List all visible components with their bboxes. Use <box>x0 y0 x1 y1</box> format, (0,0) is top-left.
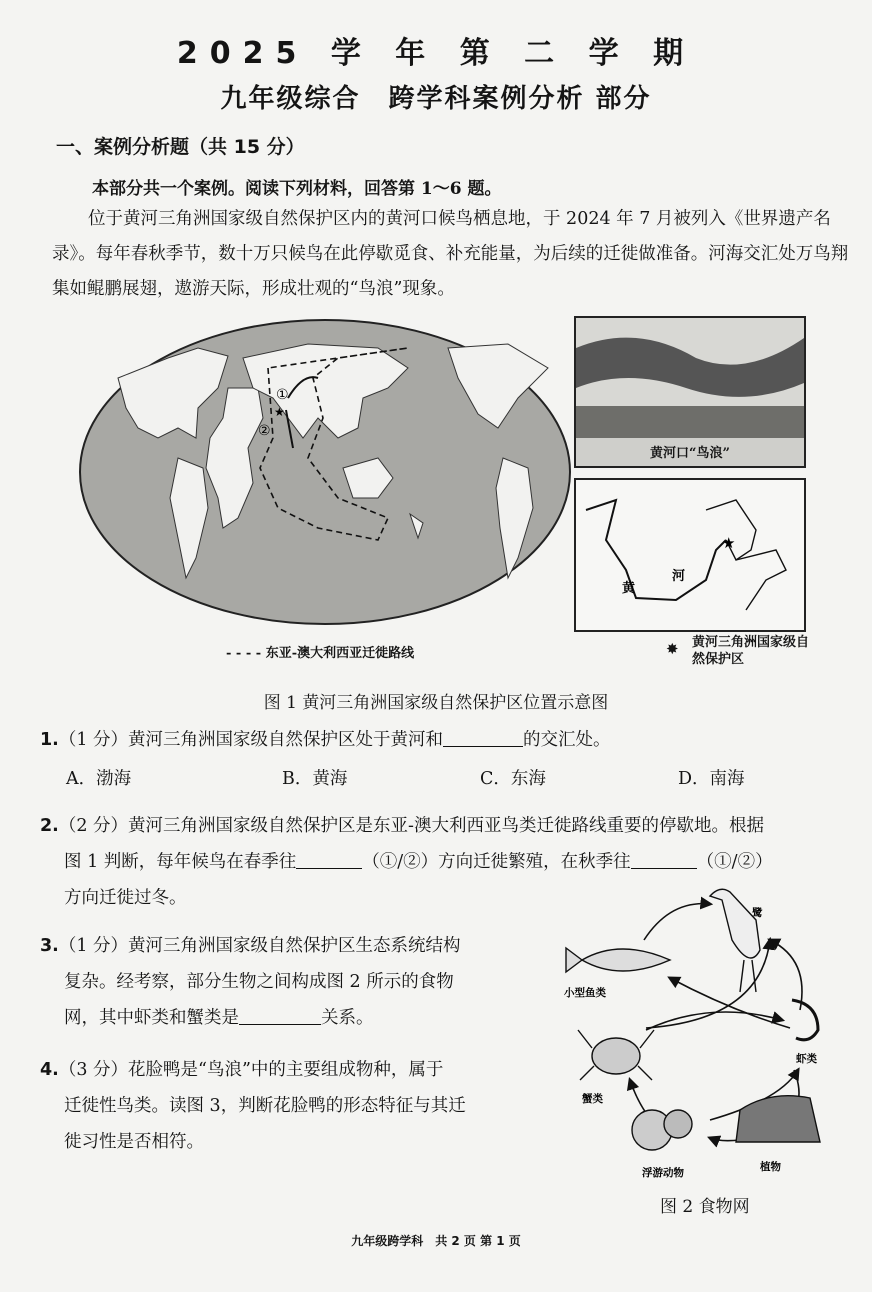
question-4 <box>40 1052 540 1160</box>
exam-title: 2025 学 年 第 二 学 期 <box>176 36 696 71</box>
figure2-caption: 图 2 食物网 <box>660 1197 750 1217</box>
q4-number: 4. <box>40 1060 59 1080</box>
passage-text: 位于黄河三角洲国家级自然保护区内的黄河口候鸟栖息地，于 2024 年 7 月被列入《世界遗产名录》。每年春秋季节，数十万只候鸟在此停歇觅食、补充能量，为后续的迁徙做准备。河海交汇处万鸟翔集如鲲鹏展翅，遨游天际，形成壮观的“鸟浪”现象。 <box>52 209 849 299</box>
q4-line2: 迁徙性鸟类。读图 3，判断花脸鸭的形态特征与其迁 <box>64 1096 466 1116</box>
zooplankton-icon <box>632 1110 692 1150</box>
world-map <box>78 318 572 626</box>
label-crab: 蟹类 <box>582 1093 603 1105</box>
food-web-diagram <box>560 880 860 1180</box>
question-1 <box>40 722 611 758</box>
exam-subtitle: 九年级综合 跨学科案例分析 部分 <box>220 84 652 114</box>
label-shrimp: 虾类 <box>796 1053 817 1065</box>
page-footer: 九年级跨学科 共 2 页 第 1 页 <box>351 1234 521 1248</box>
q3-line3a: 网，其中虾类和蟹类是 <box>64 1008 239 1028</box>
passage <box>52 202 852 307</box>
fish-icon <box>566 948 670 972</box>
q3-number: 3. <box>40 936 59 956</box>
option-b: B．黄海 <box>282 769 348 789</box>
figure1-caption: 图 1 黄河三角洲国家级自然保护区位置示意图 <box>263 693 609 713</box>
label-plant: 植物 <box>760 1161 781 1173</box>
q3-line1: 黄河三角洲国家级自然保护区生态系统结构 <box>128 936 461 956</box>
q2-score: （2 分） <box>58 816 129 836</box>
q4-line3: 徙习性是否相符。 <box>64 1132 204 1152</box>
q2-autumn-blank[interactable] <box>631 849 697 869</box>
label-zooplankton: 浮游动物 <box>642 1167 684 1179</box>
river-label-he: 河 <box>672 569 686 584</box>
legend-route: - - - - 东亚-澳大利西亚迁徙路线 <box>226 646 415 661</box>
section-intro: 本部分共一个案例。阅读下列材料，回答第 1～6 题。 <box>92 179 502 199</box>
shrimp-icon <box>792 1000 818 1040</box>
q1-score: （1 分） <box>58 730 129 750</box>
q4-score: （3 分） <box>58 1060 129 1080</box>
q3-answer-blank[interactable] <box>239 1005 321 1025</box>
q2-line3: 方向迁徙过冬。 <box>64 888 187 908</box>
legend-route-label: 东亚-澳大利西亚迁徙路线 <box>265 646 415 661</box>
map-marker-2: ② <box>258 423 271 439</box>
river-label-huang: 黄 <box>622 581 636 596</box>
q1-number: 1. <box>40 730 59 750</box>
section-heading: 一、案例分析题（共 15 分） <box>56 136 305 158</box>
yellow-river-map <box>574 478 806 632</box>
option-a: A．渤海 <box>66 769 132 789</box>
heron-icon <box>710 889 760 992</box>
q1-text-a: 黄河三角洲国家级自然保护区处于黄河和 <box>128 730 444 750</box>
q1-text-b: 的交汇处。 <box>523 730 611 750</box>
q2-line2b: （①/②）方向迁徙繁殖，在秋季往 <box>362 852 631 872</box>
q2-number: 2. <box>40 816 59 836</box>
map-star-icon: ★ <box>274 405 285 419</box>
question-3 <box>40 928 540 1036</box>
map-marker-1: ① <box>276 387 289 403</box>
bird-flock-image <box>576 318 804 438</box>
plant-icon <box>736 1096 820 1142</box>
q2-spring-blank[interactable] <box>296 849 362 869</box>
label-heron: 鹭 <box>752 907 763 919</box>
option-d: D．南海 <box>678 769 745 789</box>
legend-reserve-label: 黄河三角洲国家级自然保护区 <box>692 635 810 667</box>
q2-line2c: （①/②） <box>696 852 773 872</box>
legend-star-icon: ✸ <box>666 640 679 658</box>
q2-line2a: 图 1 判断，每年候鸟在春季往 <box>64 852 297 872</box>
bird-wave-caption: 黄河口“鸟浪” <box>650 446 730 461</box>
option-c: C．东海 <box>480 769 546 789</box>
q2-line1: 黄河三角洲国家级自然保护区是东亚-澳大利西亚鸟类迁徙路线重要的停歇地。根据 <box>128 816 764 836</box>
q4-line1: 花脸鸭是“鸟浪”中的主要组成物种，属于 <box>128 1060 444 1080</box>
q3-score: （1 分） <box>58 936 129 956</box>
q1-answer-blank[interactable] <box>443 727 523 747</box>
q3-line3b: 关系。 <box>321 1008 374 1028</box>
crab-icon <box>578 1030 654 1080</box>
q3-line2: 复杂。经考察，部分生物之间构成图 2 所示的食物 <box>64 972 454 992</box>
reserve-star-icon: ★ <box>722 534 736 552</box>
label-fish: 小型鱼类 <box>564 987 606 999</box>
